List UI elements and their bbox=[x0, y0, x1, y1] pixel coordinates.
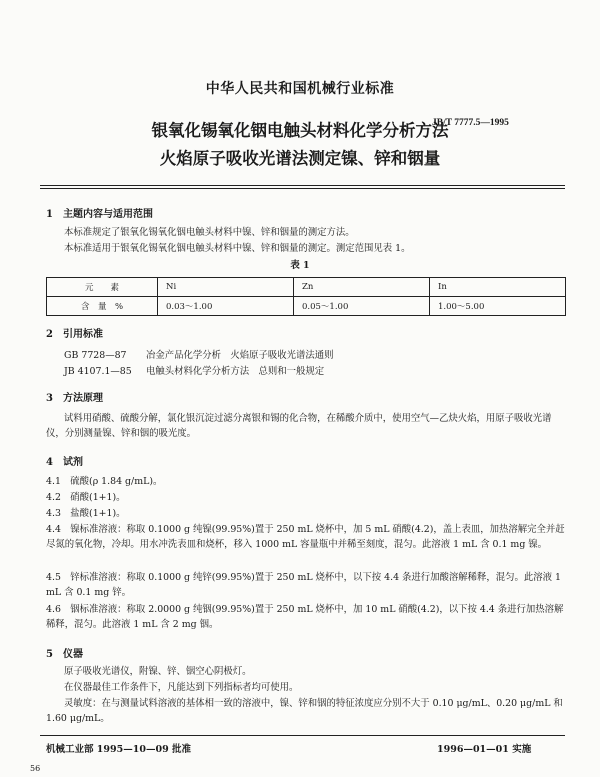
section-5-para-2: 在仪器最佳工作条件下，凡能达到下列指标者均可使用。 bbox=[64, 682, 299, 693]
section-1-para-1: 本标准规定了银氧化锡氧化铟电触头材料中镍、锌和铟量的测定方法。 bbox=[64, 227, 355, 238]
table-header-cell: Ni bbox=[158, 278, 294, 297]
ref-1-code: GB 7728—87 bbox=[64, 350, 127, 361]
table-header-cell: Zn bbox=[294, 278, 430, 297]
table-1 bbox=[46, 277, 566, 316]
section-2-heading: 2 引用标准 bbox=[46, 329, 103, 340]
ref-2-code: JB 4107.1—85 bbox=[64, 366, 132, 377]
section-5-para-3: 灵敏度：在与测量试料溶液的基体相一致的溶液中，镍、锌和铟的特征浓度应分别不大于 0.10 μg/mL、0.20 μg/mL 和 1.60 μg/mL。 bbox=[46, 698, 563, 724]
issuing-header: 中华人民共和国机械行业标准 bbox=[205, 81, 395, 97]
table-cell: 含 量 % bbox=[47, 297, 158, 316]
section-1-para-2: 本标准适用于银氧化锡氧化铟电触头材料中镍、锌和铟量的测定。测定范围见表 1。 bbox=[64, 243, 411, 254]
table-header-cell: In bbox=[430, 278, 566, 297]
table-1-caption: 表 1 bbox=[290, 260, 310, 271]
reagent-4-6: 4.6 铟标准溶液：称取 2.0000 g 纯铟(99.95%)置于 250 mL 烧杯中，加 10 mL 硝酸(4.2)，以下按 4.4 条进行加热溶解稀释，混匀。此溶液 1 mL 含 2 mg 铟。 bbox=[46, 604, 564, 630]
reagent-4-3: 4.3 盐酸(1+1)。 bbox=[46, 508, 126, 519]
ref-1-title: 冶金产品化学分析 火焰原子吸收光谱法通则 bbox=[146, 350, 334, 361]
implementation-date: 1996—01—01 实施 bbox=[437, 744, 532, 755]
table-cell: 0.05～1.00 bbox=[294, 297, 430, 316]
table-cell: 1.00～5.00 bbox=[430, 297, 566, 316]
section-3-heading: 3 方法原理 bbox=[46, 393, 103, 404]
footer-rule bbox=[40, 735, 565, 736]
standard-number: JB/T 7777.5—1995 bbox=[432, 118, 509, 128]
reagent-4-5: 4.5 锌标准溶液：称取 0.1000 g 纯锌(99.95%)置于 250 mL 烧杯中，以下按 4.4 条进行加酸溶解稀释，混匀。此溶液 1 mL 含 0.1 mg 锌。 bbox=[46, 572, 561, 598]
table-row bbox=[47, 297, 566, 316]
title-line-2: 火焰原子吸收光谱法测定镍、锌和铟量 bbox=[159, 149, 441, 168]
section-5-heading: 5 仪器 bbox=[46, 649, 83, 660]
table-header-cell: 元 素 bbox=[47, 278, 158, 297]
approval-date: 机械工业部 1995—10—09 批准 bbox=[46, 744, 191, 755]
section-5-para-1: 原子吸收光谱仪，附镍、锌、铟空心阴极灯。 bbox=[64, 666, 252, 677]
section-3-para: 试料用硝酸、硫酸分解，氯化银沉淀过滤分离银和锡的化合物，在稀酸介质中，使用空气—乙炔火焰，用原子吸收光谱仪，分别测量镍、锌和铟的吸光度。 bbox=[46, 413, 552, 439]
header-rule-top bbox=[40, 185, 565, 186]
section-4-heading: 4 试剂 bbox=[46, 457, 83, 468]
page-number: 56 bbox=[30, 764, 41, 773]
reagent-4-2: 4.2 硝酸(1+1)。 bbox=[46, 492, 126, 503]
reagent-4-1: 4.1 硫酸(ρ 1.84 g/mL)。 bbox=[46, 476, 163, 487]
title-line-1: 银氧化锡氧化铟电触头材料化学分析方法 bbox=[151, 121, 449, 140]
header-rule-bottom bbox=[40, 188, 565, 189]
table-header-row bbox=[47, 278, 566, 297]
ref-2-title: 电触头材料化学分析方法 总则和一般规定 bbox=[146, 366, 325, 377]
section-1-heading: 1 主题内容与适用范围 bbox=[46, 209, 153, 220]
reagent-4-4: 4.4 镍标准溶液：称取 0.1000 g 纯镍(99.95%)置于 250 mL 烧杯中，加 5 mL 硝酸(4.2)，盖上表皿，加热溶解完全并赶尽氮的氧化物，冷却。用水冲洗表皿和烧杯，移入 1000 mL 容量瓶中并稀至刻度，混匀。此溶液 1 mL 含 0.1 mg 镍。 bbox=[46, 524, 565, 550]
table-cell: 0.03～1.00 bbox=[158, 297, 294, 316]
